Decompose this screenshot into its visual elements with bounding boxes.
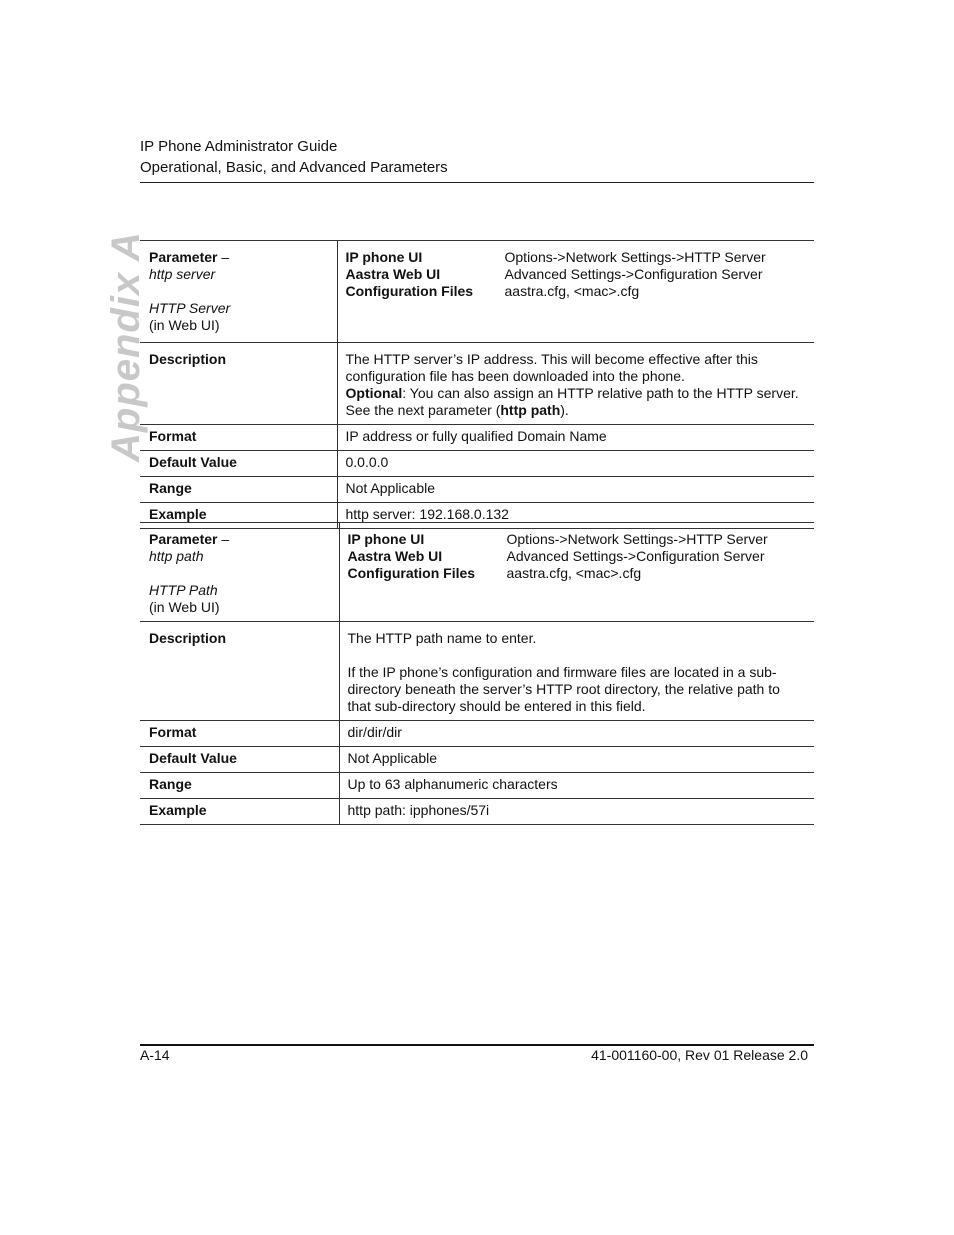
example-value: http server: 192.168.0.132 bbox=[345, 506, 509, 522]
location-label: Aastra Web UI bbox=[347, 548, 443, 564]
range-label: Range bbox=[140, 773, 339, 799]
location-value: aastra.cfg, <mac>.cfg bbox=[506, 565, 642, 581]
header-rule bbox=[140, 182, 814, 183]
location-value: Options->Network Settings->HTTP Server bbox=[506, 531, 768, 547]
web-ui-note: (in Web UI) bbox=[149, 317, 220, 333]
param-table-http-server bbox=[140, 240, 814, 529]
range-value: Up to 63 alphanumeric characters bbox=[347, 776, 558, 792]
format-label: Format bbox=[140, 425, 337, 451]
parameter-label: Parameter bbox=[149, 531, 218, 547]
parameter-cell: Parameter – http server HTTP Server (in Web UI) bbox=[140, 241, 337, 343]
example-value: http path: ipphones/57i bbox=[347, 802, 490, 818]
default-label: Default Value bbox=[140, 451, 337, 477]
description-text: If the IP phone’s configuration and firmware files are located in a sub-directory beneath the server’s HTTP root directory, the relative path to that sub-directory should be entered in this field. bbox=[347, 664, 780, 714]
optional-label: Optional bbox=[345, 385, 403, 401]
description-text: The HTTP server’s IP address. This will become effective after this configuration file has been downloaded into the phone. bbox=[345, 351, 758, 384]
parameter-label: Parameter bbox=[149, 249, 218, 265]
page-header bbox=[140, 136, 814, 178]
page-footer bbox=[140, 1044, 814, 1063]
header-subtitle: Operational, Basic, and Advanced Parameters bbox=[140, 159, 448, 176]
web-ui-name: HTTP Path bbox=[149, 582, 218, 598]
locations-cell bbox=[339, 523, 814, 622]
table-row-parameter bbox=[140, 523, 814, 622]
example-label: Example bbox=[140, 799, 339, 825]
location-value: Options->Network Settings->HTTP Server bbox=[504, 249, 766, 265]
table-row-format bbox=[140, 721, 814, 747]
appendix-side-tab: Appendix A bbox=[104, 231, 148, 462]
page-number: A-14 bbox=[140, 1047, 170, 1063]
range-label: Range bbox=[140, 477, 337, 503]
table-row-example bbox=[140, 799, 814, 825]
description-cell: The HTTP server’s IP address. This will become effective after this configuration file has been downloaded into the phone. Optional: You can also assign an HTTP relative path to the HTTP server. See the next parameter (http path). bbox=[337, 343, 814, 425]
default-label: Default Value bbox=[140, 747, 339, 773]
location-value: Advanced Settings->Configuration Server bbox=[506, 548, 765, 564]
table-row-default bbox=[140, 747, 814, 773]
description-label: Description bbox=[140, 622, 339, 721]
location-label: IP phone UI bbox=[345, 249, 423, 265]
parameter-name: http path bbox=[149, 548, 204, 564]
format-label: Format bbox=[140, 721, 339, 747]
web-ui-name: HTTP Server bbox=[149, 300, 231, 316]
location-label: Configuration Files bbox=[345, 283, 474, 299]
parameter-name: http server bbox=[149, 266, 216, 282]
range-value: Not Applicable bbox=[345, 480, 436, 496]
location-value: Advanced Settings->Configuration Server bbox=[504, 266, 763, 282]
default-value: 0.0.0.0 bbox=[345, 454, 389, 470]
default-value: Not Applicable bbox=[347, 750, 438, 766]
table-row-parameter bbox=[140, 241, 814, 343]
parameter-reference: http path bbox=[500, 402, 561, 418]
description-text: The HTTP path name to enter. bbox=[347, 630, 537, 646]
param-table-http-path bbox=[140, 522, 814, 825]
location-value: aastra.cfg, <mac>.cfg bbox=[504, 283, 640, 299]
description-label: Description bbox=[140, 343, 337, 425]
locations-cell bbox=[337, 241, 814, 343]
table-row-description bbox=[140, 622, 814, 721]
table-row-description bbox=[140, 343, 814, 425]
location-label: IP phone UI bbox=[347, 531, 425, 547]
table-row-default bbox=[140, 451, 814, 477]
footer-rule bbox=[140, 1044, 814, 1046]
header-title: IP Phone Administrator Guide bbox=[140, 138, 338, 155]
document-id: 41-001160-00, Rev 01 Release 2.0 bbox=[591, 1047, 808, 1063]
example-label: Example bbox=[140, 503, 337, 529]
table-row-range bbox=[140, 477, 814, 503]
format-value: dir/dir/dir bbox=[347, 724, 402, 740]
parameter-cell: Parameter – http path HTTP Path (in Web UI) bbox=[140, 523, 339, 622]
table-row-range bbox=[140, 773, 814, 799]
web-ui-note: (in Web UI) bbox=[149, 599, 220, 615]
format-value: IP address or fully qualified Domain Name bbox=[345, 428, 607, 444]
location-label: Aastra Web UI bbox=[345, 266, 441, 282]
table-row-format bbox=[140, 425, 814, 451]
description-cell bbox=[339, 622, 814, 721]
location-label: Configuration Files bbox=[347, 565, 476, 581]
